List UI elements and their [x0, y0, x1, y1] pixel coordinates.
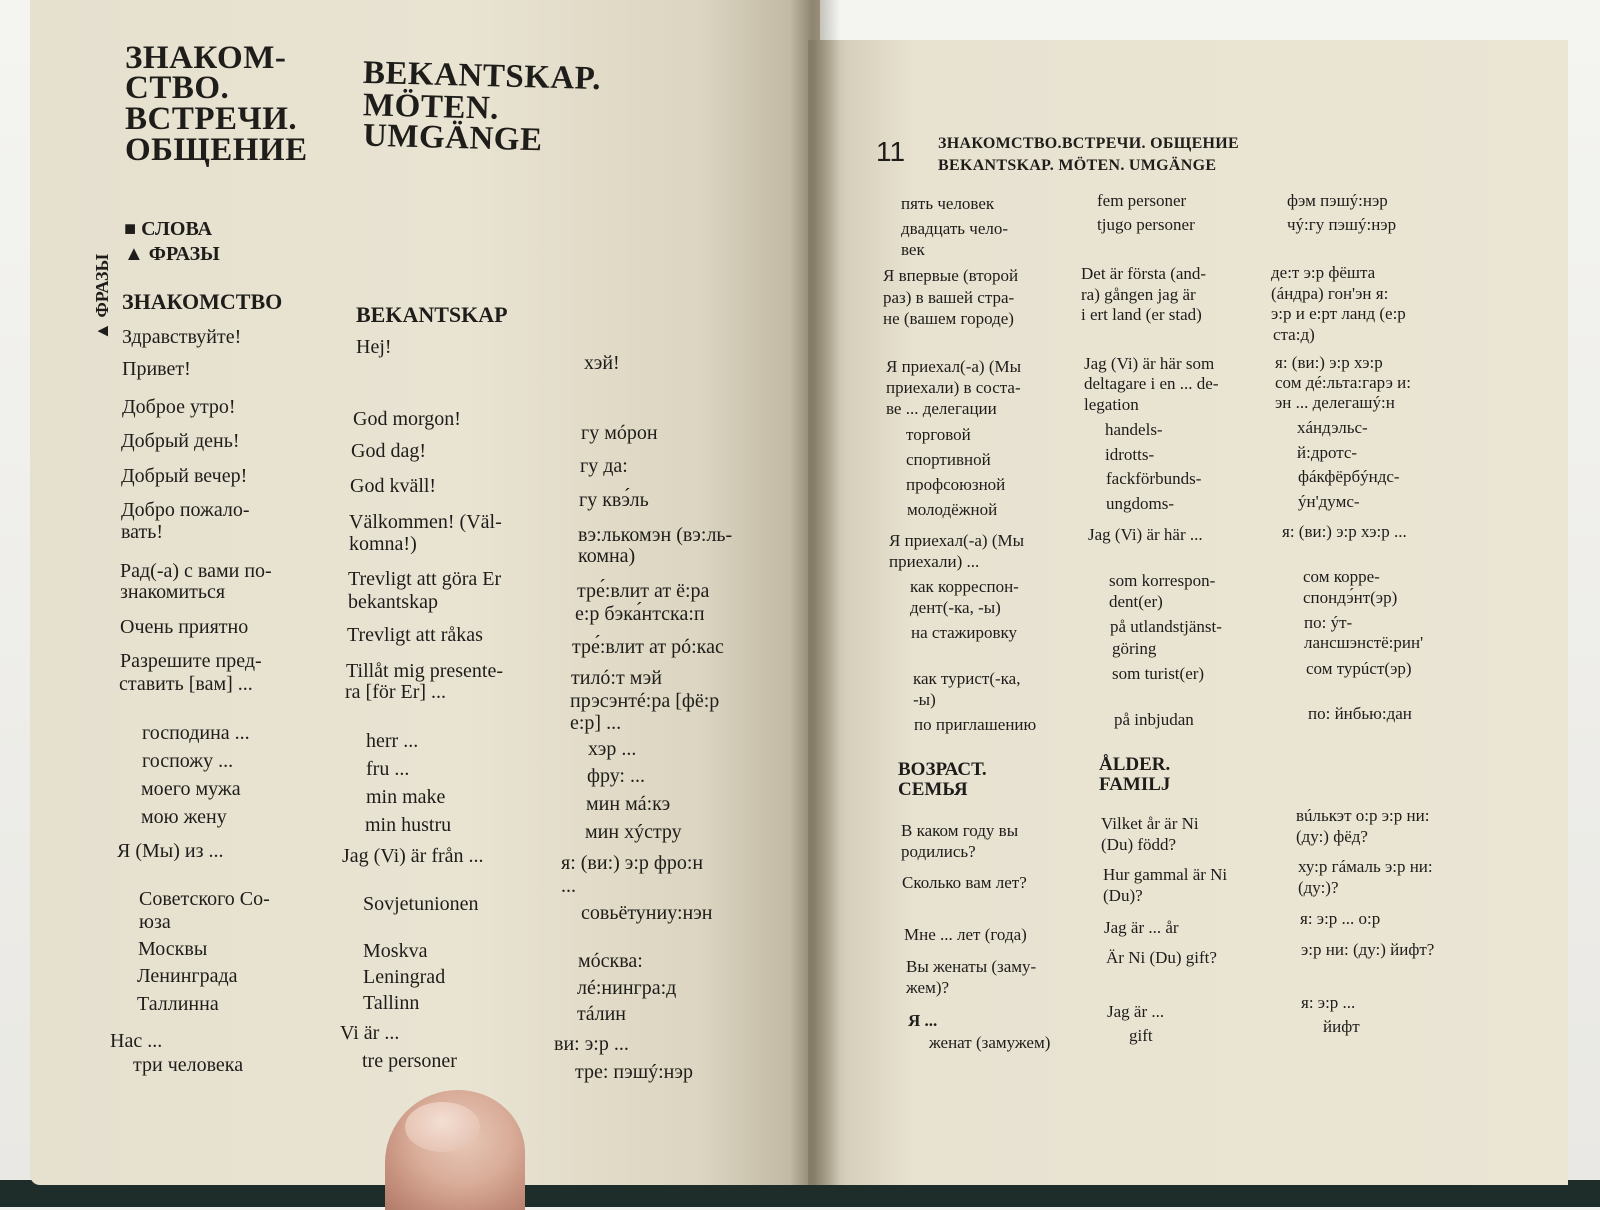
phrase-transcription: сом турúст(эр) — [1306, 659, 1412, 678]
phrase-transcription: де:т э:р фёшта — [1271, 263, 1376, 282]
phrase-transcription: фáкфёрбýндс- — [1298, 467, 1400, 486]
phrase-transcription: фру: ... — [587, 765, 645, 787]
phrase-transcription: ýн'думс- — [1298, 492, 1360, 511]
phrase-ru: спортивной — [906, 450, 991, 469]
phrase-transcription: сом дé:льта:гарэ и: — [1275, 373, 1411, 392]
phrase-ru: приехали) в соста- — [886, 378, 1021, 397]
phrase-sv: ra [för Er] ... — [345, 681, 447, 703]
phrase-transcription: й:дротс- — [1297, 443, 1358, 462]
phrase-sv: God kväll! — [350, 475, 437, 497]
phrase-transcription: хэй! — [584, 352, 620, 374]
section-ru-line: ВОЗРАСТ. — [898, 759, 987, 780]
phrase-ru: по приглашению — [914, 715, 1037, 734]
phrase-sv: göring — [1112, 639, 1157, 658]
phrase-ru: Советского Со- — [139, 888, 270, 910]
phrase-ru: Я впервые (второй — [883, 266, 1019, 285]
phrase-ru: Разрешите пред- — [120, 650, 262, 672]
phrase-sv: Jag är ... — [1107, 1002, 1165, 1021]
phrase-transcription: ви: э:р ... — [554, 1033, 629, 1055]
phrase-ru: двадцать чело- — [901, 219, 1009, 238]
phrase-sv: Tillåt mig presente- — [346, 660, 504, 682]
phrase-ru: Вы женаты (заму- — [906, 957, 1037, 976]
phrase-sv: i ert land (er stad) — [1081, 305, 1202, 324]
phrase-ru: Привет! — [122, 358, 191, 380]
phrase-ru: жем)? — [906, 978, 950, 997]
phrase-sv: deltagare i en ... de- — [1084, 374, 1219, 393]
section-ru: ЗНАКОМСТВО — [122, 289, 283, 314]
title-ru-line: ЗНАКОМ- — [125, 40, 287, 76]
phrase-sv: Hej! — [356, 336, 392, 358]
phrase-sv: handels- — [1105, 420, 1163, 439]
phrase-ru: Москвы — [138, 938, 208, 960]
phrase-transcription: я: (ви:) э:р фро:н — [561, 852, 704, 874]
phrase-ru: Я ... — [908, 1011, 938, 1030]
phrase-sv: idrotts- — [1105, 445, 1155, 464]
phrase-ru: знакомиться — [120, 581, 226, 603]
phrase-ru: пять человек — [901, 194, 995, 213]
phrase-ru: три человека — [133, 1054, 244, 1076]
phrase-transcription: э:р и е:рт ланд (е:р — [1271, 304, 1406, 323]
phrase-sv: ra) gången jag är — [1081, 285, 1196, 304]
phrase-transcription: гу мóрон — [581, 422, 658, 444]
phrase-ru: Я (Мы) из ... — [117, 840, 224, 862]
phrase-ru: как турист(-ка, — [913, 669, 1021, 688]
section-sv: BEKANTSKAP — [356, 302, 508, 327]
phrase-transcription: тре́:влит ат рó:кас — [572, 636, 724, 658]
phrase-ru: молодёжной — [907, 500, 998, 519]
phrase-transcription: я: (ви:) э:р хэ:р — [1275, 353, 1383, 372]
phrase-sv: Vi är ... — [340, 1022, 400, 1044]
phrase-ru: на стажировку — [911, 623, 1018, 642]
phrase-sv: bekantskap — [348, 591, 438, 613]
phrase-transcription: тилó:т мэй — [571, 667, 662, 689]
phrase-sv: min make — [366, 786, 446, 808]
phrase-sv: gift — [1129, 1026, 1153, 1045]
phrase-ru: дент(-ка, -ы) — [910, 598, 1001, 617]
phrase-transcription: мóсква: — [578, 950, 643, 972]
phrase-ru: Я приехал(-а) (Мы — [889, 531, 1025, 550]
phrase-ru: родились? — [901, 842, 976, 861]
phrase-sv: som korrespon- — [1109, 571, 1216, 590]
phrase-ru: Рад(-а) с вами по- — [120, 560, 272, 582]
phrase-sv: Jag (Vi) är här som — [1084, 354, 1215, 373]
title-sv-line: MÖTEN. — [362, 87, 500, 127]
book-gutter — [790, 0, 840, 1185]
phrase-ru: госпожу ... — [142, 750, 234, 772]
phrase-sv: dent(er) — [1109, 592, 1163, 611]
phrase-ru: моего мужа — [141, 778, 241, 800]
phrase-transcription: ... — [561, 875, 576, 897]
phrase-transcription: хáндэльс- — [1297, 418, 1368, 437]
phrase-ru: профсоюзной — [906, 475, 1006, 494]
phrase-ru: Добрый день! — [121, 430, 240, 452]
phrase-sv: God dag! — [351, 440, 426, 462]
phrase-sv: legation — [1084, 395, 1139, 414]
phrase-transcription: тре: пэшý:нэр — [575, 1061, 693, 1083]
thumbnail — [405, 1102, 480, 1152]
phrase-sv: som turist(er) — [1112, 664, 1205, 683]
phrase-transcription: спондэ́нт(эр) — [1303, 588, 1398, 607]
phrase-transcription: я: э:р ... — [1301, 993, 1356, 1012]
phrase-ru: -ы) — [913, 690, 936, 709]
phrase-transcription: фэм пэшý:нэр — [1287, 191, 1388, 210]
phrase-ru: Здравствуйте! — [122, 326, 242, 348]
phrase-sv: min hustru — [365, 814, 452, 836]
phrase-ru: как корреспон- — [910, 577, 1019, 596]
legend-words: ■ СЛОВА — [124, 218, 213, 240]
phrase-ru: Я приехал(-а) (Мы — [886, 357, 1022, 376]
phrase-ru: Мне ... лет (года) — [904, 925, 1027, 944]
phrase-transcription: тáлин — [577, 1003, 627, 1025]
phrase-ru: торговой — [906, 425, 971, 444]
running-head-sv: BEKANTSKAP. MÖTEN. UMGÄNGE — [938, 157, 1217, 174]
phrase-sv: Sovjetunionen — [363, 893, 479, 915]
phrase-transcription: ста:д) — [1273, 325, 1315, 344]
phrase-transcription: ху:р гáмаль э:р ни: — [1298, 857, 1433, 876]
phrase-transcription: йифт — [1323, 1017, 1360, 1036]
phrase-sv: ungdoms- — [1106, 494, 1174, 513]
phrase-sv: Välkommen! (Väl- — [349, 511, 502, 533]
phrase-transcription: лансшэнстё:рин' — [1304, 633, 1424, 652]
phrase-ru: женат (замужем) — [929, 1033, 1051, 1052]
phrase-sv: Leningrad — [363, 966, 446, 988]
phrase-sv: på inbjudan — [1114, 710, 1194, 729]
phrase-ru: Добро пожало- — [121, 499, 250, 521]
phrase-sv: (Du)? — [1103, 886, 1143, 905]
phrase-sv: Det är första (and- — [1081, 264, 1207, 283]
section-sv-line: FAMILJ — [1099, 774, 1171, 795]
phrase-transcription: комна) — [578, 545, 636, 567]
phrase-sv: herr ... — [366, 730, 419, 752]
phrase-sv: Trevligt att råkas — [347, 624, 483, 646]
phrase-sv: tre personer — [362, 1050, 457, 1072]
phrase-sv: Hur gammal är Ni — [1103, 865, 1228, 884]
phrase-ru: В каком году вы — [901, 821, 1019, 840]
phrase-transcription: (ду:)? — [1298, 878, 1339, 897]
phrase-sv: Vilket år är Ni — [1101, 814, 1199, 833]
phrase-ru: Очень приятно — [120, 616, 249, 638]
title-ru-line: СТВО. — [125, 70, 230, 106]
phrase-sv: Är Ni (Du) gift? — [1106, 948, 1217, 967]
phrase-transcription: (ду:) фёд? — [1296, 827, 1368, 846]
phrase-ru: юза — [139, 911, 171, 933]
phrase-sv: fem personer — [1097, 191, 1187, 210]
running-head-ru: ЗНАКОМСТВО.ВСТРЕЧИ. ОБЩЕНИЕ — [938, 135, 1239, 152]
phrase-transcription: (áндра) гон'эн я: — [1271, 284, 1389, 303]
phrase-sv: fackförbunds- — [1106, 469, 1202, 488]
phrase-transcription: лé:нингра:д — [577, 977, 677, 999]
phrase-ru: Добрый вечер! — [121, 465, 248, 487]
title-ru-line: ОБЩЕНИЕ — [125, 132, 308, 168]
phrase-sv: på utlandstjänst- — [1110, 617, 1222, 636]
phrase-transcription: гу квэ́ль — [579, 489, 649, 511]
phrase-sv: komna!) — [349, 533, 417, 555]
section-ru-line: СЕМЬЯ — [898, 779, 968, 800]
phrase-transcription: по: ýт- — [1304, 613, 1353, 632]
phrase-transcription: совьётуниу:нэн — [581, 902, 713, 924]
phrase-sv: Moskva — [363, 940, 428, 962]
phrase-transcription: е:р бэка́нтска:п — [575, 603, 705, 625]
phrase-sv: tjugo personer — [1097, 215, 1195, 234]
title-ru-line: ВСТРЕЧИ. — [125, 101, 298, 137]
phrase-transcription: сом корре- — [1303, 567, 1380, 586]
phrase-transcription: тре́:влит ат ё:ра — [577, 580, 710, 602]
phrase-transcription: вэ:лькомэн (вэ:ль- — [578, 524, 733, 546]
legend-phrases: ▲ ФРАЗЫ — [124, 243, 220, 265]
phrase-transcription: я: э:р ... о:р — [1300, 909, 1381, 928]
phrase-ru: не (вашем городе) — [883, 309, 1014, 328]
phrase-sv: Jag (Vi) är här ... — [1088, 525, 1203, 544]
phrase-ru: ве ... делегации — [886, 399, 997, 418]
phrase-ru: Ленинграда — [137, 965, 238, 987]
phrase-sv: God morgon! — [353, 408, 461, 430]
phrase-ru: раз) в вашей стра- — [883, 288, 1015, 307]
phrase-sv: Jag (Vi) är från ... — [342, 845, 484, 867]
phrase-ru: Нас ... — [110, 1030, 163, 1052]
phrase-transcription: вúлькэт о:р э:р ни: — [1296, 806, 1430, 825]
phrase-transcription: мин хýстру — [585, 821, 682, 843]
phrase-ru: приехали) ... — [889, 552, 980, 571]
phrase-sv: Jag är ... år — [1104, 918, 1179, 937]
phrase-ru: господина ... — [142, 722, 250, 744]
phrase-transcription: эн ... делегашý:н — [1275, 393, 1395, 412]
phrase-sv: (Du) född? — [1101, 835, 1177, 854]
phrase-ru: Таллинна — [137, 993, 219, 1015]
phrase-transcription: е:р] ... — [570, 712, 622, 734]
side-label: ▲ ФРАЗЫ — [92, 253, 112, 340]
phrase-transcription: чý:гу пэшý:нэр — [1287, 215, 1397, 234]
phrase-transcription: хэр ... — [588, 738, 637, 760]
phrase-transcription: я: (ви:) э:р хэ:р ... — [1282, 522, 1407, 541]
phrase-ru: Сколько вам лет? — [902, 873, 1027, 892]
phrase-sv: fru ... — [366, 758, 410, 780]
phrase-transcription: мин мá:кэ — [586, 793, 671, 815]
phrase-transcription: гу да: — [580, 455, 628, 477]
phrase-ru: век — [901, 240, 925, 259]
phrase-transcription: по: йнбью:дан — [1308, 704, 1412, 723]
phrase-ru: мою жену — [141, 806, 227, 828]
section-sv-line: ÅLDER. — [1099, 754, 1171, 775]
phrase-ru: Доброе утро! — [122, 396, 236, 418]
phrase-transcription: э:р ни: (ду:) йифт? — [1301, 940, 1435, 959]
phrase-transcription: прэсэнтé:ра [фё:р — [570, 690, 720, 712]
phrase-ru: вать! — [121, 521, 164, 543]
title-sv-line: UMGÄNGE — [362, 117, 543, 159]
page-number: 11 — [876, 136, 906, 167]
phrase-ru: ставить [вам] ... — [119, 673, 253, 695]
phrase-sv: Tallinn — [363, 992, 420, 1014]
title-sv-line: BEKANTSKAP. — [362, 54, 602, 98]
phrase-sv: Trevligt att göra Er — [348, 568, 502, 590]
